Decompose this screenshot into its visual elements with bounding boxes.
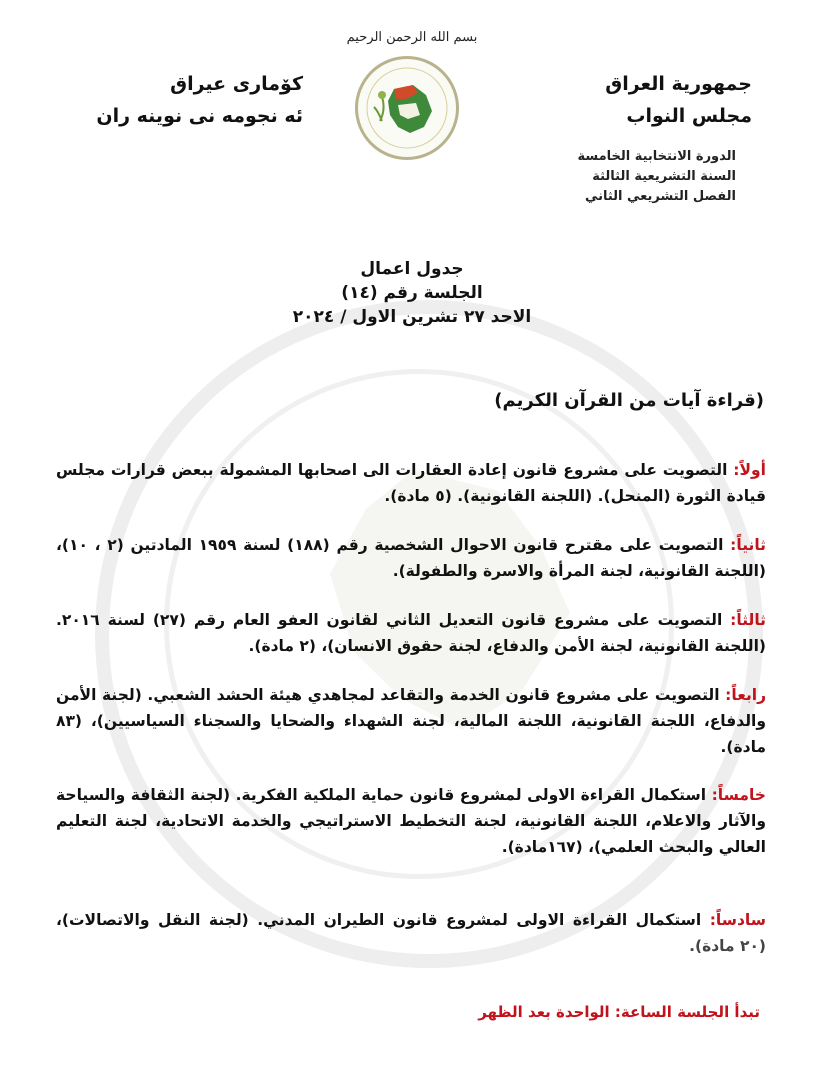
item-text: التصويت على مشروع قانون إعادة العقارات الى اصحابها المشمولة ببعض قرارات مجلس قيادة الثورة (المنحل). (اللجنة القانونية). (٥ مادة). bbox=[56, 461, 766, 505]
item-text: استكمال القراءة الاولى لمشروع قانون حماية الملكية الفكرية. (لجنة الثقافة والسياحة والآثار والاعلام، اللجنة القانونية، لجنة التخطيط الاستراتيجي والخدمة الاتحادية، لجنة التعليم العالي والبحث العلمي)، (١٦٧مادة). bbox=[56, 786, 766, 856]
header-left bbox=[78, 68, 303, 132]
electoral-term: الدورة الانتخابية الخامسة bbox=[577, 149, 736, 164]
agenda-item-5 bbox=[56, 782, 766, 860]
item-text: التصويت على مشروع قانون الخدمة والتقاعد لمجاهدي هيئة الحشد الشعبي. (لجنة الأمن والدفاع، اللجنة القانونية، اللجنة المالية، لجنة الشهداء والضحايا والسجناء السياسيين)، (٨٣ مادة). bbox=[56, 686, 766, 756]
agenda-item-1 bbox=[56, 457, 766, 509]
item-number: خامساً: bbox=[711, 786, 766, 804]
header-right bbox=[605, 68, 752, 132]
legislative-term: الفصل التشريعي الثاني bbox=[584, 189, 736, 204]
agenda-heading bbox=[0, 257, 824, 329]
iraq-map-emblem-icon bbox=[358, 59, 456, 157]
parliament-logo bbox=[355, 56, 459, 160]
session-info bbox=[577, 147, 736, 207]
country-name-kurdish: كۆمارى عيراق bbox=[170, 73, 303, 95]
council-name: مجلس النواب bbox=[626, 105, 752, 127]
country-name: جمهورية العراق bbox=[605, 73, 752, 95]
legislative-year: السنة التشريعية الثالثة bbox=[592, 169, 736, 184]
agenda-item-4 bbox=[56, 682, 766, 760]
agenda-item-3 bbox=[56, 607, 766, 659]
item-text: التصويت على مقترح قانون الاحوال الشخصية رقم (١٨٨) لسنة ١٩٥٩ المادتين (٢ ، ١٠)، (اللجنة القانونية، لجنة المرأة والاسرة والطفولة). bbox=[56, 536, 766, 580]
bismillah: بسم الله الرحمن الرحيم bbox=[346, 30, 478, 45]
item-text-cut: (٢٠ مادة). bbox=[689, 937, 766, 955]
item-text: التصويت على مشروع قانون التعديل الثاني لقانون العفو العام رقم (٢٧) لسنة ٢٠١٦. (اللجنة القانونية، لجنة الأمن والدفاع، لجنة حقوق الانسان)، (٢ مادة). bbox=[56, 611, 766, 655]
agenda-title: جدول اعمال bbox=[360, 259, 464, 279]
council-name-kurdish: ئه نجومه نى نوينه ران bbox=[96, 105, 303, 127]
item-number: سادساً: bbox=[709, 911, 766, 929]
session-date: الاحد ٢٧ تشرين الاول / ٢٠٢٤ bbox=[292, 307, 532, 327]
item-number: أولاً: bbox=[733, 461, 766, 479]
agenda-item-6 bbox=[56, 907, 766, 959]
item-number: رابعاً: bbox=[725, 686, 766, 704]
session-start-time: تبدأ الجلسة الساعة: الواحدة بعد الظهر bbox=[478, 1003, 760, 1021]
session-number: الجلسة رقم (١٤) bbox=[341, 283, 483, 303]
item-text: استكمال القراءة الاولى لمشروع قانون الطيران المدني. (لجنة النقل والاتصالات)، bbox=[56, 911, 702, 929]
item-number: ثالثاً: bbox=[730, 611, 766, 629]
item-number: ثانياً: bbox=[730, 536, 766, 554]
agenda-item-2 bbox=[56, 532, 766, 584]
quran-reading: (قراءة آيات من القرآن الكريم) bbox=[494, 390, 764, 411]
